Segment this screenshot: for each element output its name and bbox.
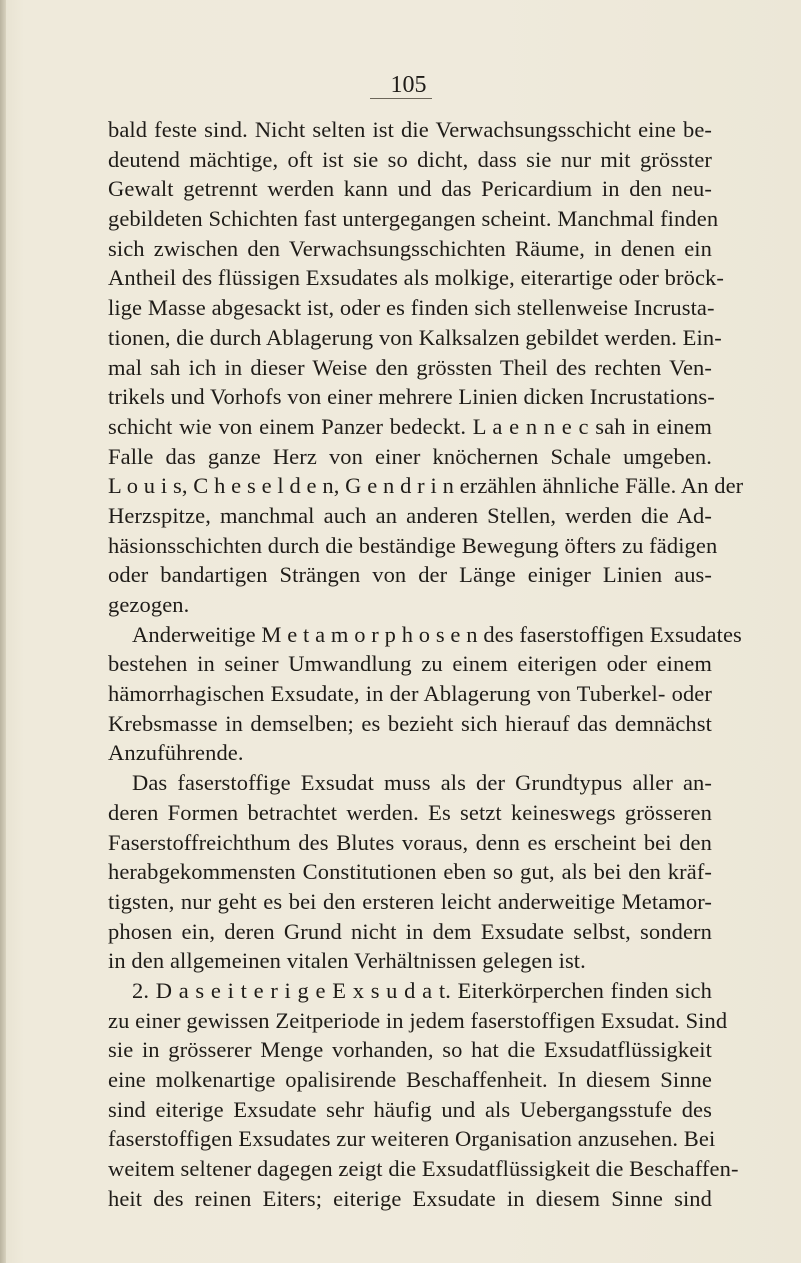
- text-line: Krebsmasse in demselben; es bezieht sich hierauf das demnächst: [108, 710, 712, 736]
- text-line: gezogen.: [108, 592, 190, 617]
- text-line: hämorrhagischen Exsudate, in der Ablagerung von Tuberkel- oder: [108, 681, 712, 707]
- text-line: Falle das ganze Herz von einer knöchernen Schale umgeben.: [108, 443, 712, 469]
- page-number-rule: [370, 98, 432, 99]
- text-line: faserstoffigen Exsudates zur weiteren Organisation anzusehen. Bei: [108, 1126, 716, 1152]
- text-line: Herzspitze, manchmal auch an anderen Stellen, werden die Ad-: [108, 502, 712, 528]
- text-line: deren Formen betrachtet werden. Es setzt keineswegs grösseren: [108, 799, 712, 825]
- text-line: trikels und Vorhofs von einer mehrere Linien dicken Incrustations-: [108, 384, 715, 410]
- text-line: Antheil des flüssigen Exsudates als molkige, eiterartige oder bröck-: [108, 265, 725, 291]
- text-line: schicht wie von einem Panzer bedeckt. L a e n n e c sah in einem: [108, 413, 712, 439]
- text-line: 2. D a s e i t e r i g e E x s u d a t. Eiterkörperchen finden sich: [132, 977, 712, 1003]
- text-line: sich zwischen den Verwachsungsschichten Räume, in denen ein: [108, 235, 712, 261]
- text-line: eine molkenartige opalisirende Beschaffenheit. In diesem Sinne: [108, 1067, 712, 1092]
- text-line: sie in grösserer Menge vorhanden, so hat die Exsudatflüssigkeit: [108, 1037, 712, 1063]
- text-line: in den allgemeinen vitalen Verhältnissen gelegen ist.: [108, 948, 586, 974]
- text-line: gebildeten Schichten fast untergegangen scheint. Manchmal finden: [108, 206, 719, 232]
- page-binding-edge: [0, 0, 6, 1263]
- text-line: Das faserstoffige Exsudat muss als der Grundtypus aller an-: [132, 770, 712, 796]
- body-text: [108, 115, 744, 1213]
- text-line: lige Masse abgesackt ist, oder es finden sich stellenweise Incrusta-: [108, 295, 715, 321]
- text-line: mal sah ich in dieser Weise den grössten Theil des rechten Ven-: [108, 354, 712, 380]
- text-line: häsionsschichten durch die beständige Bewegung öfters zu fädigen: [108, 532, 718, 558]
- text-line: bald feste sind. Nicht selten ist die Verwachsungsschicht eine be-: [108, 117, 712, 142]
- text-line: bestehen in seiner Umwandlung zu einem eiterigen oder einem: [108, 651, 712, 677]
- text-line: zu einer gewissen Zeitperiode in jedem faserstoffigen Exsudat. Sind: [108, 1007, 728, 1033]
- page-number: 105: [390, 72, 427, 98]
- text-line: oder bandartigen Strängen von der Länge einiger Linien aus-: [108, 562, 712, 588]
- text-line: Gewalt getrennt werden kann und das Pericardium in den neu-: [108, 176, 712, 202]
- text-line: phosen ein, deren Grund nicht in dem Exsudate selbst, sondern: [108, 918, 712, 944]
- text-line: tionen, die durch Ablagerung von Kalksalzen gebildet werden. Ein-: [108, 324, 722, 350]
- text-line: deutend mächtige, oft ist sie so dicht, dass sie nur mit grösster: [108, 146, 712, 172]
- text-line: L o u i s, C h e s e l d e n, G e n d r i n erzählen ähnliche Fälle. An der: [108, 473, 744, 499]
- text-line: herabgekommensten Constitutionen eben so gut, als bei den kräf-: [108, 859, 712, 885]
- text-line: weitem seltener dagegen zeigt die Exsudatflüssigkeit die Beschaffen-: [108, 1156, 739, 1182]
- text-line: Faserstoffreichthum des Blutes voraus, denn es erscheint bei den: [108, 829, 712, 855]
- text-line: Anzuführende.: [108, 740, 244, 766]
- text-line: sind eiterige Exsudate sehr häufig und als Uebergangsstufe des: [108, 1096, 712, 1122]
- text-line: heit des reinen Eiters; eiterige Exsudate in diesem Sinne sind: [108, 1185, 712, 1211]
- text-line: tigsten, nur geht es bei den ersteren leicht anderweitige Metamor-: [108, 888, 712, 914]
- text-line: Anderweitige M e t a m o r p h o s e n des faserstoffigen Exsudates: [132, 621, 742, 647]
